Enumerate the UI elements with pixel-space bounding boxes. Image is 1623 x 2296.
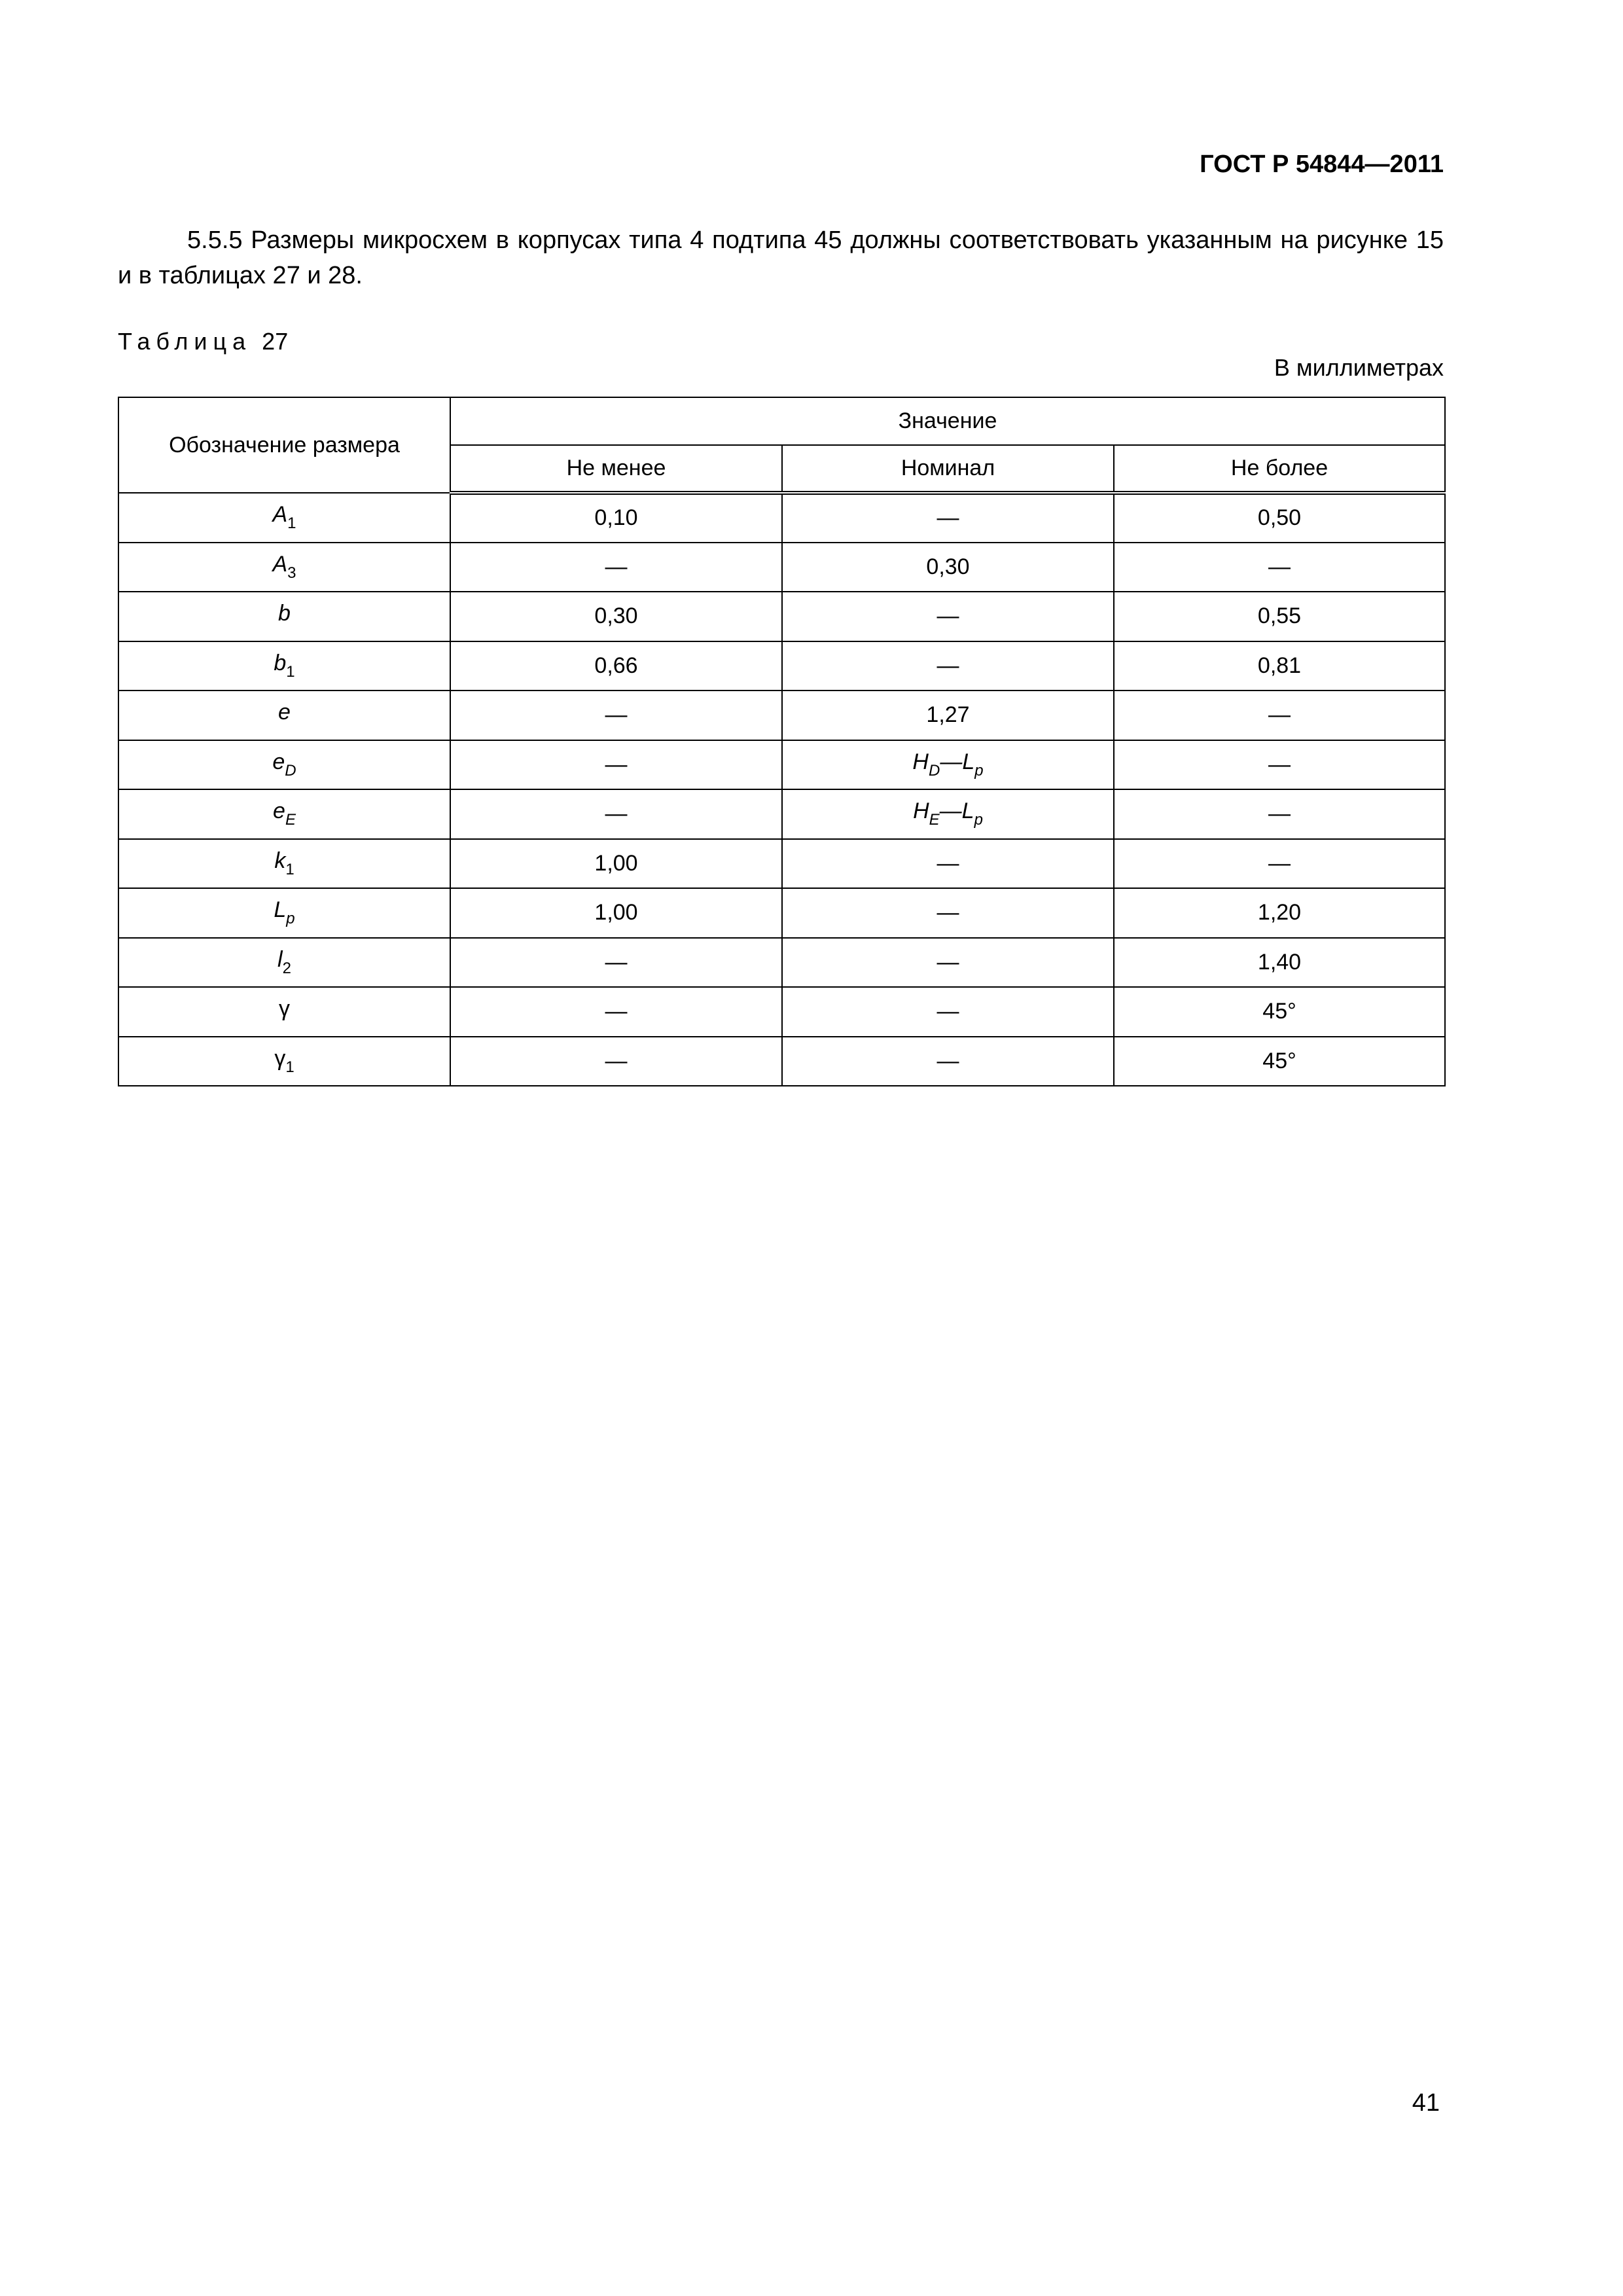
table-row — [118, 987, 1445, 1037]
symbol: e — [273, 798, 285, 824]
symbol-subscript: E — [285, 811, 296, 829]
symbol-subscript: 1 — [285, 860, 294, 878]
symbol: l — [277, 946, 283, 972]
nominal-cell: — — [782, 592, 1114, 641]
max-cell: — — [1114, 543, 1445, 592]
nominal-cell — [782, 740, 1114, 790]
min-cell: 0,66 — [450, 641, 782, 691]
table-row — [118, 789, 1445, 839]
table-row — [118, 839, 1445, 889]
max-cell: 1,40 — [1114, 938, 1445, 988]
page-number: 41 — [1412, 2089, 1440, 2117]
table-caption-number: 27 — [262, 328, 289, 355]
designation-cell — [118, 543, 450, 592]
dimensions-table — [118, 397, 1446, 1086]
units-note: В миллиметрах — [1274, 354, 1444, 381]
designation-cell — [118, 592, 450, 641]
symbol: A — [272, 502, 288, 528]
symbol: e — [272, 749, 285, 774]
symbol-subscript: 1 — [285, 1058, 294, 1076]
max-cell: — — [1114, 691, 1445, 740]
nominal-cell: — — [782, 1037, 1114, 1086]
designation-cell — [118, 839, 450, 889]
table-caption — [118, 327, 288, 356]
max-cell: 45° — [1114, 1037, 1445, 1086]
table-row — [118, 888, 1445, 938]
symbol-subscript: 1 — [286, 662, 295, 681]
symbol-subscript: p — [286, 910, 295, 928]
formula-subscript: p — [974, 811, 983, 829]
symbol-subscript: 1 — [287, 514, 296, 533]
min-cell: 0,10 — [450, 493, 782, 543]
formula-symbol: —L — [939, 798, 974, 824]
min-cell: 0,30 — [450, 592, 782, 641]
designation-cell — [118, 641, 450, 691]
nominal-cell: 1,27 — [782, 691, 1114, 740]
designation-cell — [118, 493, 450, 543]
nominal-cell: 0,30 — [782, 543, 1114, 592]
symbol-subscript: 2 — [282, 959, 291, 977]
symbol: e — [278, 700, 291, 725]
min-cell: — — [450, 1037, 782, 1086]
table-row — [118, 938, 1445, 988]
nominal-cell: — — [782, 839, 1114, 889]
max-cell: 45° — [1114, 987, 1445, 1037]
table-row — [118, 493, 1445, 543]
designation-cell — [118, 691, 450, 740]
nominal-cell: — — [782, 938, 1114, 988]
formula-symbol: H — [912, 749, 929, 774]
header-nominal: Номинал — [782, 445, 1114, 493]
table-row — [118, 641, 1445, 691]
document-header-gost: ГОСТ Р 54844—2011 — [1200, 151, 1444, 178]
nominal-cell: — — [782, 641, 1114, 691]
table-caption-word: Таблица — [118, 328, 252, 355]
table-row — [118, 592, 1445, 641]
table-row — [118, 740, 1445, 790]
nominal-cell: — — [782, 888, 1114, 938]
designation-cell — [118, 1037, 450, 1086]
min-cell: — — [450, 987, 782, 1037]
min-cell: — — [450, 691, 782, 740]
header-value: Значение — [450, 397, 1445, 445]
min-cell: 1,00 — [450, 839, 782, 889]
formula-symbol: H — [913, 798, 929, 824]
section-paragraph: 5.5.5 Размеры микросхем в корпусах типа 4 подтипа 45 должны соответствовать указанным на рисунке 15 и в таблицах 27 и 28. — [118, 226, 1444, 289]
symbol-subscript: D — [285, 761, 296, 780]
symbol: k — [274, 848, 286, 873]
formula-subscript: E — [929, 811, 940, 829]
header-min: Не менее — [450, 445, 782, 493]
max-cell: 0,50 — [1114, 493, 1445, 543]
max-cell: 0,81 — [1114, 641, 1445, 691]
table-row — [118, 1037, 1445, 1086]
symbol-subscript: 3 — [287, 564, 296, 582]
min-cell: — — [450, 938, 782, 988]
formula-symbol: —L — [940, 749, 975, 774]
symbol: L — [274, 897, 287, 923]
max-cell: 0,55 — [1114, 592, 1445, 641]
min-cell: 1,00 — [450, 888, 782, 938]
min-cell: — — [450, 740, 782, 790]
min-cell: — — [450, 789, 782, 839]
symbol: A — [272, 551, 288, 577]
symbol: γ — [274, 1045, 286, 1071]
table-row — [118, 543, 1445, 592]
designation-cell — [118, 740, 450, 790]
symbol: γ — [279, 996, 290, 1022]
symbol: b — [274, 650, 287, 675]
max-cell: 1,20 — [1114, 888, 1445, 938]
formula-subscript: p — [974, 761, 984, 780]
max-cell: — — [1114, 740, 1445, 790]
formula-subscript: D — [928, 761, 940, 780]
min-cell: — — [450, 543, 782, 592]
table-row — [118, 691, 1445, 740]
max-cell: — — [1114, 839, 1445, 889]
max-cell: — — [1114, 789, 1445, 839]
designation-cell — [118, 987, 450, 1037]
nominal-cell: — — [782, 493, 1114, 543]
designation-cell — [118, 938, 450, 988]
symbol: b — [278, 601, 291, 626]
nominal-cell: — — [782, 987, 1114, 1037]
designation-cell — [118, 789, 450, 839]
header-designation: Обозначение размера — [118, 397, 450, 493]
header-max: Не более — [1114, 445, 1445, 493]
nominal-cell — [782, 789, 1114, 839]
designation-cell — [118, 888, 450, 938]
